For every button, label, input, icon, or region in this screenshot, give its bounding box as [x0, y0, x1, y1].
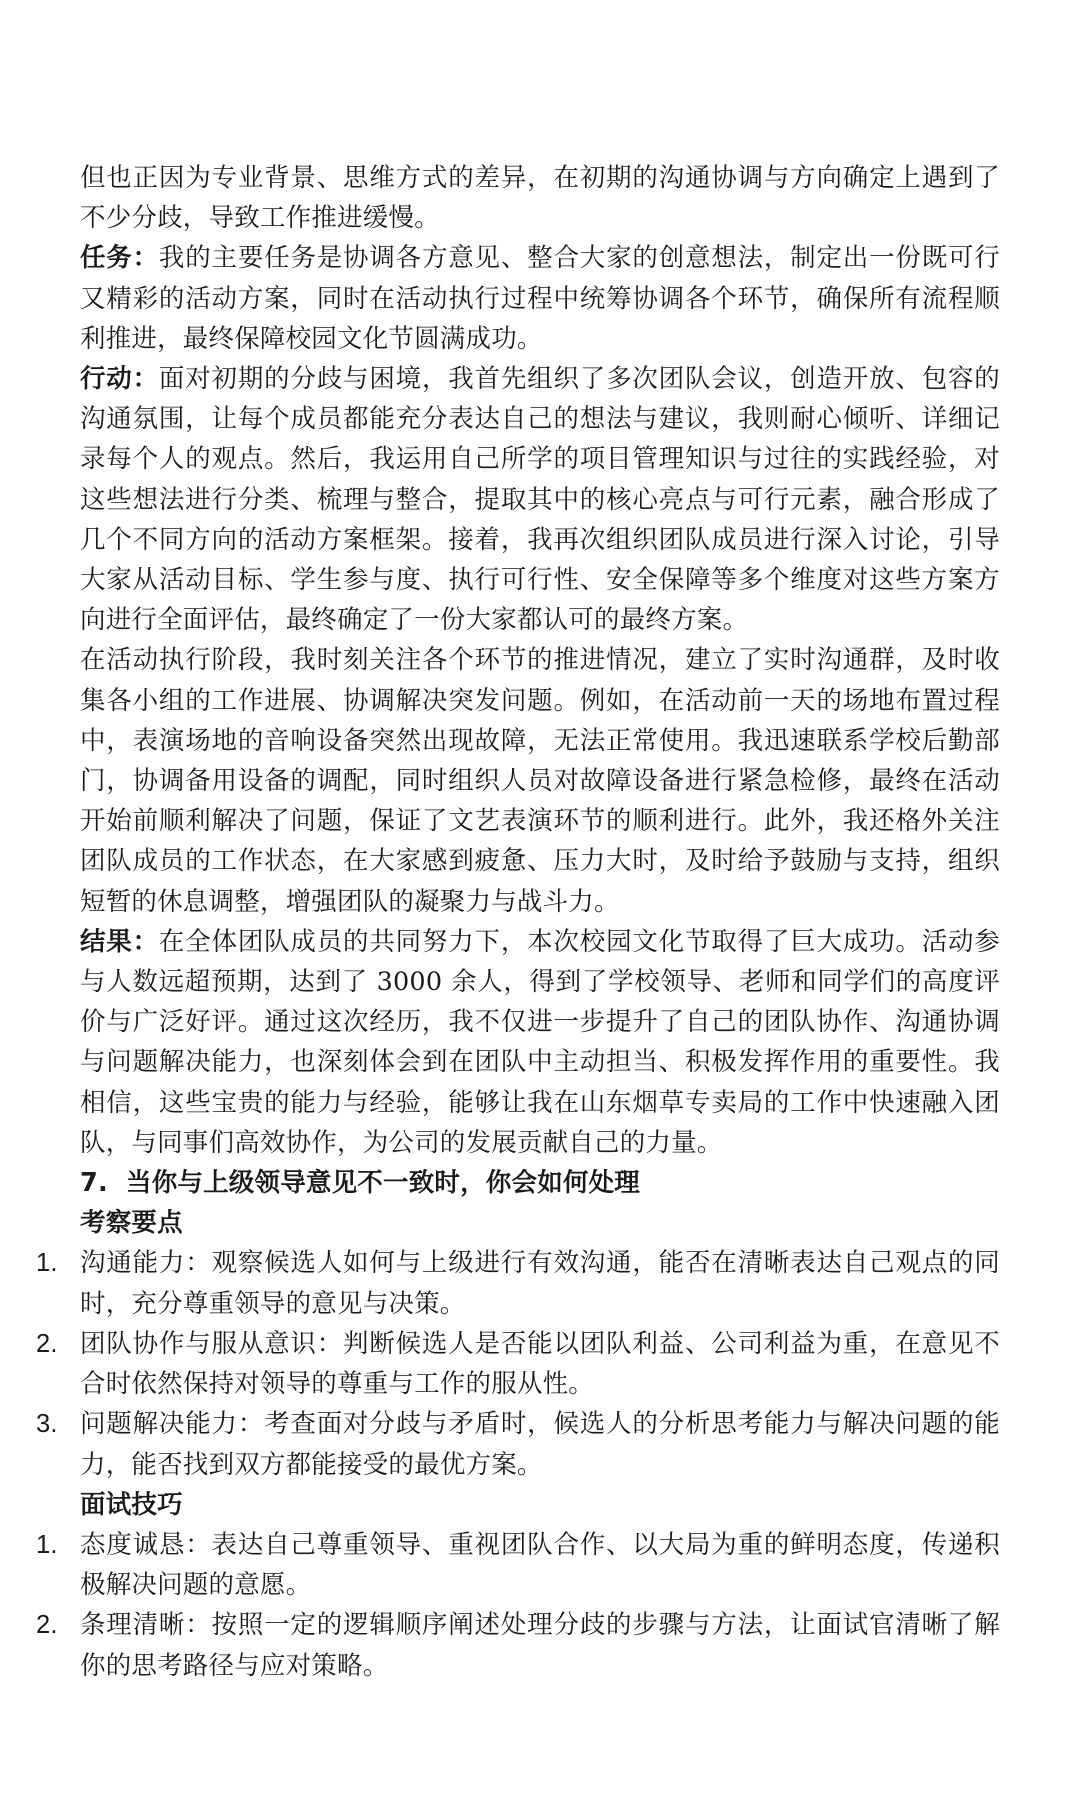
question-title: 当你与上级领导意见不一致时，你会如何处理 [126, 1168, 641, 1199]
intro-text: 但也正因为专业背景、思维方式的差异，在初期的沟通协调与方向确定上遇到了不少分歧，导致工作推进缓慢。 [80, 163, 1000, 234]
list-item-number: 2. [36, 1329, 58, 1358]
list-item [36, 1243, 1000, 1323]
list-item-text: 团队协作与服从意识：判断候选人是否能以团队利益、公司利益为重，在意见不合时依然保持对领导的尊重与工作的服从性。 [80, 1328, 1000, 1400]
execution-paragraph [80, 640, 1000, 921]
list-item-text: 沟通能力：观察候选人如何与上级进行有效沟通，能否在清晰表达自己观点的同时，充分尊重领导的意见与决策。 [80, 1248, 1000, 1319]
task-label: 任务： [80, 243, 159, 274]
question-heading [80, 1163, 1000, 1203]
list-item-number: 2. [36, 1611, 58, 1640]
list-item-number: 3. [36, 1410, 58, 1439]
list-item-text: 态度诚恳：表达自己尊重领导、重视团队合作、以大局为重的鲜明态度，传递积极解决问题的意愿。 [80, 1529, 1000, 1601]
result-paragraph [80, 922, 1000, 1163]
list-item [36, 1605, 1000, 1685]
result-text: 在全体团队成员的共同努力下，本次校园文化节取得了巨大成功。活动参与人数远超预期，达到了 3000 余人，得到了学校领导、老师和同学们的高度评价与广泛好评。通过这次经历，我不仅进一步提升了自己的团队协作、沟通协调与问题解决能力，也深刻体会到在团队中主动担当、积极发挥作用的重要性。我相信，这些宝贵的能力与经验，能够让我在山东烟草专卖局的工作中快速融入团队，与同事们高效协作，为公司的发展贡献自己的力量。 [80, 926, 1001, 1158]
assessment-heading: 考察要点 [80, 1208, 183, 1239]
intro-paragraph [80, 158, 1000, 238]
assessment-list [36, 1243, 1000, 1484]
action-paragraph [80, 359, 1000, 640]
list-item-text: 条理清晰：按照一定的逻辑顺序阐述处理分歧的步骤与方法，让面试官清晰了解你的思考路径与应对策略。 [80, 1610, 1000, 1681]
list-item [36, 1404, 1000, 1484]
list-item-number: 1. [36, 1249, 58, 1278]
question-number: 7. [80, 1168, 108, 1199]
execution-text: 在活动执行阶段，我时刻关注各个环节的推进情况，建立了实时沟通群，及时收集各小组的工作进展、协调解决突发问题。例如，在活动前一天的场地布置过程中，表演场地的音响设备突然出现故障，无法正常使用。我迅速联系学校后勤部门，协调备用设备的调配，同时组织人员对故障设备进行紧急检修，最终在活动开始前顺利解决了问题，保证了文艺表演环节的顺利进行。此外，我还格外关注团队成员的工作状态，在大家感到疲惫、压力大时，及时给予鼓励与支持，组织短暂的休息调整，增强团队的凝聚力与战斗力。 [80, 645, 1000, 917]
action-label: 行动： [80, 364, 159, 395]
task-paragraph [80, 238, 1000, 359]
document-body [36, 158, 1001, 1686]
list-item [36, 1324, 1000, 1404]
task-text: 我的主要任务是协调各方意见、整合大家的创意想法，制定出一份既可行又精彩的活动方案，同时在活动执行过程中统筹协调各个环节，确保所有流程顺利推进，最终保障校园文化节圆满成功。 [80, 243, 1001, 354]
list-item [36, 1525, 1000, 1605]
action-text: 面对初期的分歧与困境，我首先组织了多次团队会议，创造开放、包容的沟通氛围，让每个成员都能充分表达自己的想法与建议，我则耐心倾听、详细记录每个人的观点。然后，我运用自己所学的项目管理知识与过往的实践经验，对这些想法进行分类、梳理与整合，提取其中的核心亮点与可行元素，融合形成了几个不同方向的活动方案框架。接着，我再次组织团队成员进行深入讨论，引导大家从活动目标、学生参与度、执行可行性、安全保障等多个维度对这些方案方向进行全面评估，最终确定了一份大家都认可的最终方案。 [80, 364, 1001, 636]
tips-list [36, 1525, 1000, 1686]
list-item-number: 1. [36, 1530, 58, 1559]
tips-heading: 面试技巧 [80, 1489, 183, 1520]
list-item-text: 问题解决能力：考查面对分歧与矛盾时，候选人的分析思考能力与解决问题的能力，能否找到双方都能接受的最优方案。 [80, 1409, 1000, 1480]
result-label: 结果： [80, 926, 159, 957]
